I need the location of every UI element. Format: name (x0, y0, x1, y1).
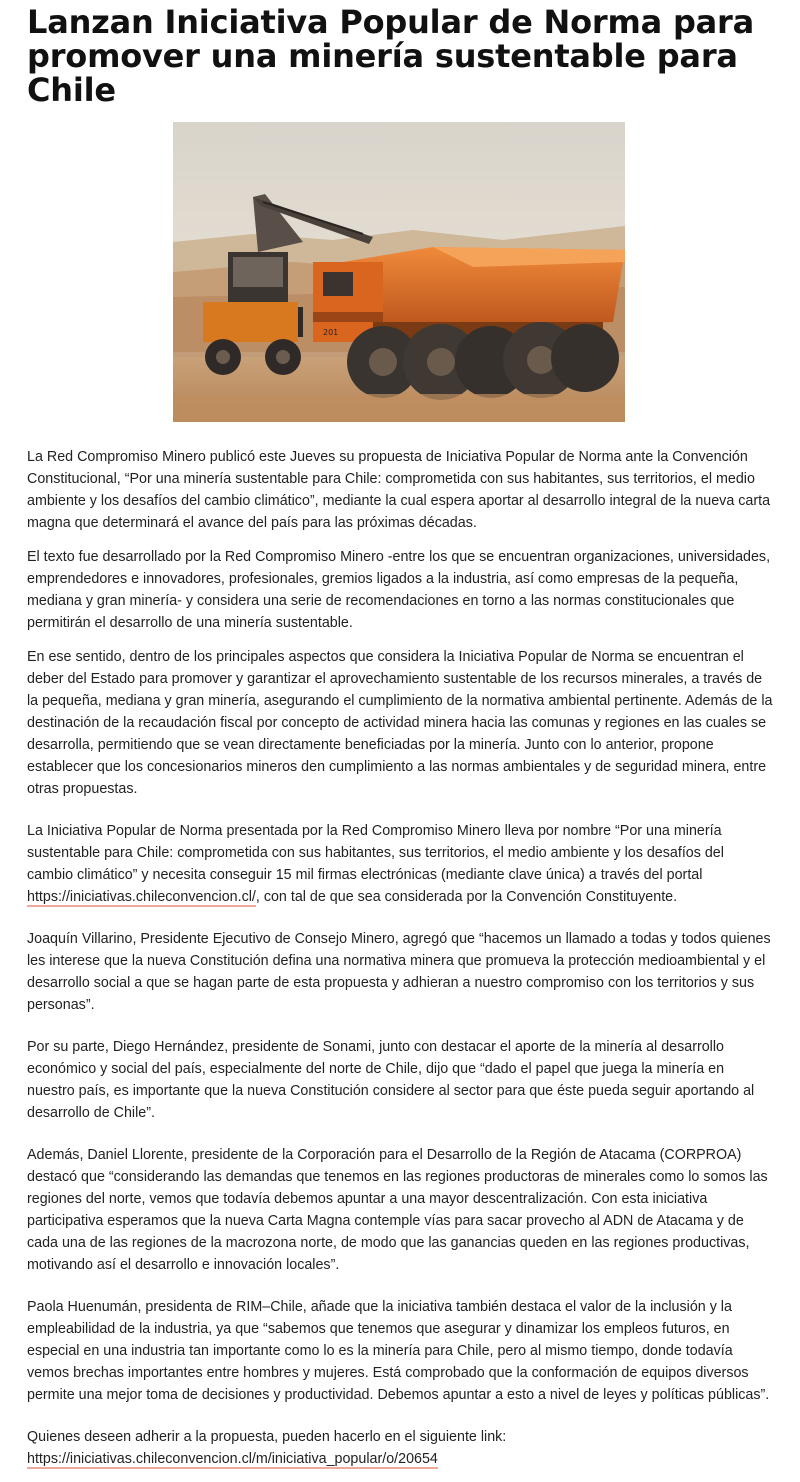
paragraph-5: Joaquín Villarino, Presidente Ejecutivo de Consejo Minero, agregó que “hacemos un llamado a todas y todos quienes les interese que la nueva Constitución defina una normativa minera que promueva la protección medioambiental y el desarrollo social a que se hagan parte de esta propuesta y adhieran a nuestro compromiso con los territorios y sus personas”. (27, 931, 771, 1013)
paragraph-3: En ese sentido, dentro de los principales aspectos que considera la Iniciativa Popular de Norma se encuentran el deber del Estado para promover y garantizar el aprovechamiento sustentable de los recursos minerales, a través de la pequeña, mediana y gran minería, asegurando el cumplimiento de la normativa ambiental pertinente. Además de la destinación de la recaudación fiscal por concepto de actividad minera hacia las comunas y regiones en las cuales se desarrolla, permitiendo que se vean directamente beneficiadas por la minería. Junto con lo anterior, propone establecer que los concesionarios mineros den cumplimiento a las normas ambientales y de seguridad minera, entre otras propuestas. (27, 649, 773, 797)
paragraph-9-text: Quienes deseen adherir a la propuesta, pueden hacerlo en el siguiente link: (27, 1429, 507, 1445)
mining-truck-image (173, 122, 625, 422)
mining-truck-illustration (173, 122, 625, 422)
paragraph-4-text-end: , con tal de que sea considerada por la Convención Constituyente. (255, 889, 678, 905)
paragraph-2: El texto fue desarrollado por la Red Compromiso Minero -entre los que se encuentran organizaciones, universidades, emprendedores e innovadores, profesionales, gremios ligados a la industria, así como empresas de la pequeña, mediana y gran minería- y considera una serie de recomendaciones en torno a las normas constitucionales que permitirán el desarrollo de una minería sustentable. (27, 549, 771, 631)
paragraph-4 (27, 820, 773, 908)
paragraph-6: Por su parte, Diego Hernández, presidente de Sonami, junto con destacar el aporte de la minería al desarrollo económico y social del país, especialmente del norte de Chile, dijo que “dado el papel que juega la minería en nuestro país, es importante que la nueva Constitución considere al sector para que éste pueda seguir aportando al desarrollo de Chile”. (27, 1039, 755, 1121)
article-title: Lanzan Iniciativa Popular de Norma para promover una minería sustentable para Chile (27, 3, 755, 109)
truck-number: 201 (323, 328, 339, 337)
paragraph-4-text: La Iniciativa Popular de Norma presentada por la Red Compromiso Minero lleva por nombre “Por una minería sustentable para Chile: comprometida con sus habitantes, sus territorios, el medio ambiente y los desafíos del cambio climático” y necesita conseguir 15 mil firmas electrónicas (mediante clave única) a través del portal (27, 823, 724, 883)
proposal-link[interactable]: https://iniciativas.chileconvencion.cl/m/iniciativa_popular/o/20654 (27, 1451, 438, 1467)
paragraph-1: La Red Compromiso Minero publicó este Jueves su propuesta de Iniciativa Popular de Norma ante la Convención Constitucional, “Por una minería sustentable para Chile: comprometida con sus habitantes, sus territorios, el medio ambiente y los desafíos del cambio climático”, mediante la cual espera aportar al desarrollo integral de la nueva carta magna que determinará el avance del país para las próximas décadas. (27, 449, 771, 531)
article-body (27, 446, 773, 1470)
paragraph-8: Paola Huenumán, presidenta de RIM–Chile, añade que la iniciativa también destaca el valor de la inclusión y la empleabilidad de la industria, ya que “sabemos que tenemos que asegurar y dinamizar los empleos futuros, en especial en una industria tan importante como lo es la minería para Chile, pero al mismo tiempo, donde todavía vemos brechas importantes entre hombres y mujeres. Está comprobado que la conformación de equipos diversos permite una mejor toma de decisiones y productividad. Debemos apuntar a esto a nivel de leyes y políticas públicas”. (27, 1299, 770, 1403)
paragraph-7: Además, Daniel Llorente, presidente de la Corporación para el Desarrollo de la Región de Atacama (CORPROA) destacó que “considerando las demandas que tenemos en las regiones productoras de minerales como lo somos las regiones del norte, vemos que todavía debemos apuntar a una mayor descentralización. Con esta iniciativa participativa esperamos que la nueva Carta Magna contemple vías para sacar provecho al ADN de Atacama y de cada una de las regiones de la macrozona norte, de modo que las ganancias queden en las regiones productivas, motivando así el desarrollo e innovación locales”. (27, 1147, 768, 1273)
paragraph-9 (27, 1426, 773, 1470)
article (27, 0, 773, 1482)
truck-tires (347, 322, 619, 400)
portal-link[interactable]: https://iniciativas.chileconvencion.cl/ (27, 889, 256, 905)
